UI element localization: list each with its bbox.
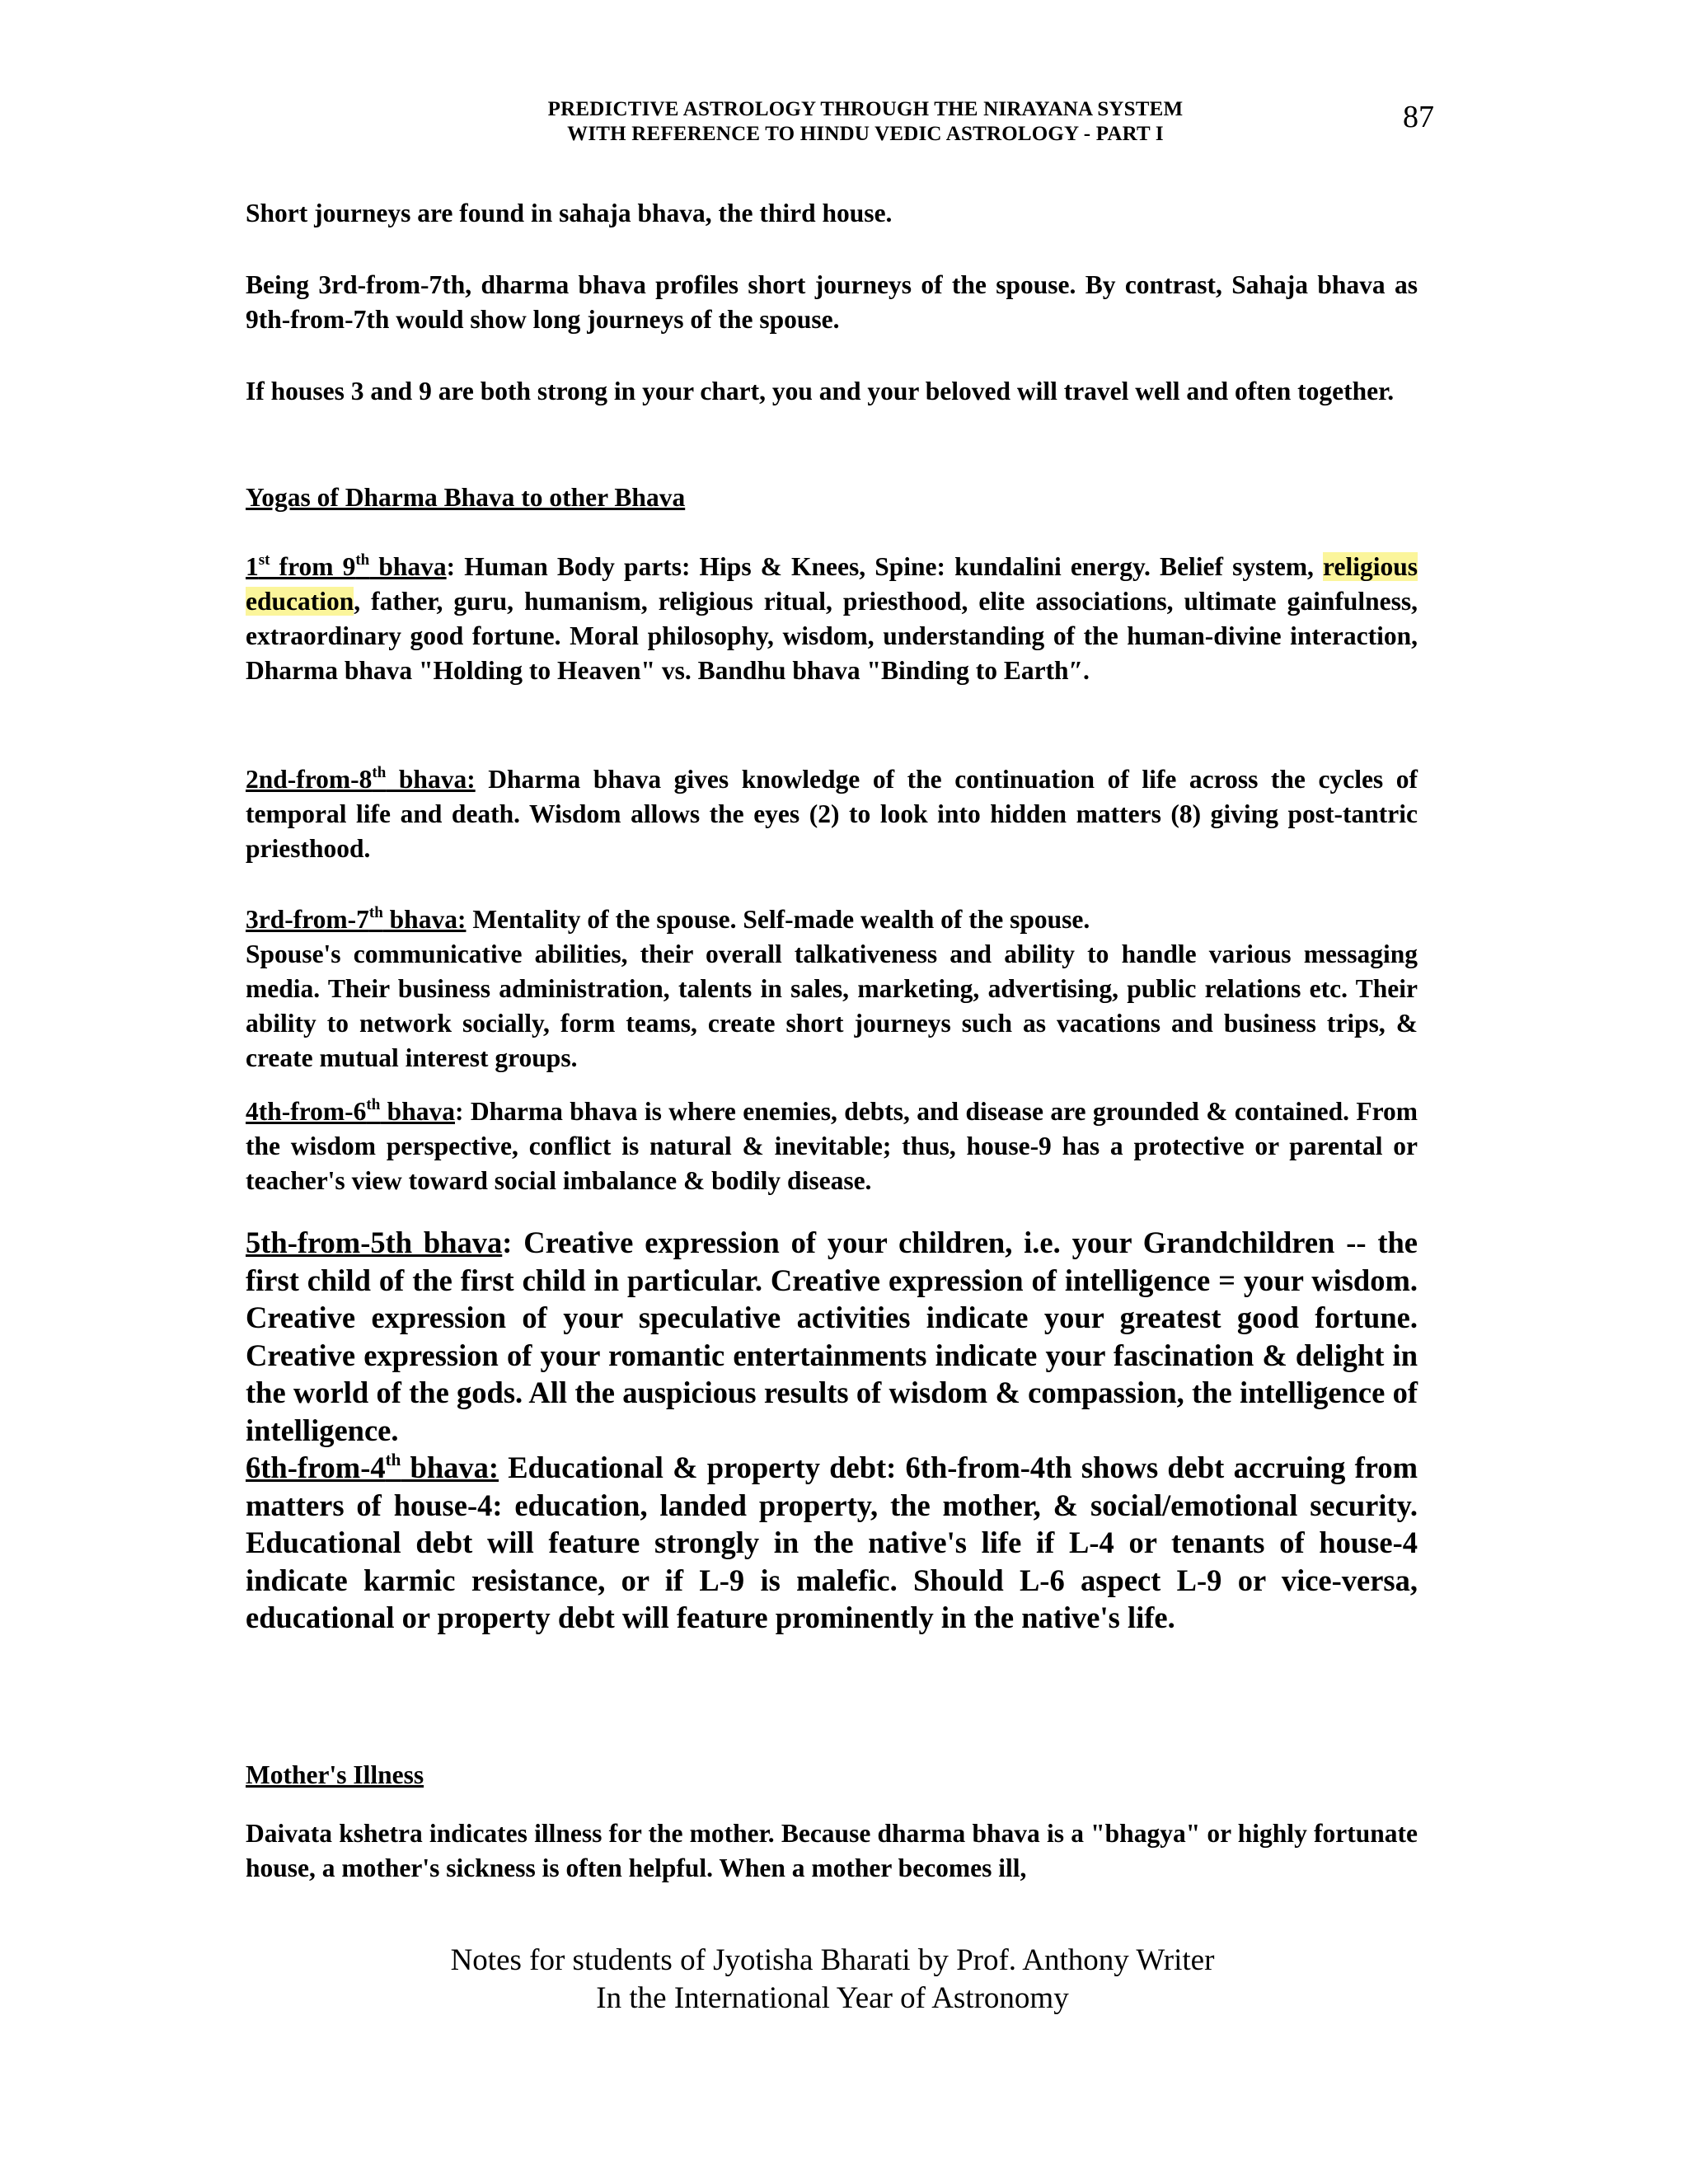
paragraph-mothers-illness: Daivata kshetra indicates illness for the mother. Because dharma bhava is a "bhagya" or highly fortunate house, a mother's sickness is often helpful. When a mother becomes ill, [246, 1819, 1418, 1882]
item-1-text-a: : Human Body parts: Hips & Knees, Spine: kundalini energy. Belief system, [446, 552, 1324, 581]
section-heading-yogas [246, 480, 1418, 515]
item-4th-from-6th [246, 1094, 1418, 1198]
item-2-sup: th [372, 764, 387, 781]
item-3rd-from-7th [246, 902, 1418, 1076]
header-line-1: PREDICTIVE ASTROLOGY THROUGH THE NIRAYANA SYSTEM [547, 98, 1184, 120]
running-header [330, 97, 1401, 147]
item-5-heading: 5th-from-5th bhava [246, 1226, 503, 1259]
item-2-tail: bhava: [386, 765, 476, 794]
paragraph-short-journeys: Short journeys are found in sahaja bhava, the third house. [246, 199, 893, 227]
item-1st-from-9th [246, 550, 1418, 688]
footer-line-2: In the International Year of Astronomy [596, 1981, 1069, 2015]
page-number: 87 [1403, 100, 1434, 134]
item-6-tail: bhava: [401, 1451, 499, 1484]
item-6-head: 6th-from-4 [246, 1451, 386, 1484]
item-4-text: : Dharma bhava is where enemies, debts, and disease are grounded & contained. From the wisdom perspective, conflict is natural & inevitable; thus, house-9 has a protective or parental or teacher's view toward social imbalance & bodily disease. [246, 1097, 1418, 1195]
footer-line-1: Notes for students of Jyotisha Bharati by Prof. Anthony Writer [450, 1943, 1215, 1977]
section-heading-mothers-illness [246, 1758, 1418, 1793]
item-5th-from-5th [246, 1224, 1418, 1449]
section-heading-mothers-illness-text: Mother's Illness [246, 1760, 424, 1789]
item-3-text: Mentality of the spouse. Self-made wealth of the spouse. [466, 905, 1090, 934]
item-3-head: 3rd-from-7 [246, 905, 369, 934]
item-6-text: Educational & property debt: 6th-from-4th shows debt accruing from matters of house-4: education, landed property, the mother, & social/emotional security. Educational debt will feature strongly in the native's life if L-4 or tenants of house-4 indicate karmic resistance, or if L-9 is malefic. Should L-6 aspect L-9 or vice-versa, educational or property debt will feature prominently in the native's life. [246, 1451, 1418, 1634]
item-4-sup: th [366, 1096, 381, 1113]
item-3-tail: bhava: [382, 905, 467, 934]
item-1-sup1: st [258, 551, 270, 569]
item-6-heading [246, 1451, 499, 1484]
item-1-num: 1 [246, 552, 259, 581]
item-2-heading [246, 765, 476, 794]
item-2nd-from-8th [246, 762, 1418, 866]
item-4-tail: bhava [380, 1097, 455, 1126]
paragraph-spouse-journeys: Being 3rd-from-7th, dharma bhava profiles short journeys of the spouse. By contrast, Sahaja bhava as 9th-from-7th would show long journeys of the spouse. [246, 270, 1418, 334]
item-1-heading [246, 552, 447, 581]
item-6th-from-4th [246, 1449, 1418, 1637]
header-line-2: WITH REFERENCE TO HINDU VEDIC ASTROLOGY - PART I [567, 123, 1164, 145]
item-6-sup: th [385, 1450, 401, 1469]
item-3-sup: th [368, 904, 383, 921]
section-heading-yogas-text: Yogas of Dharma Bhava to other Bhava [246, 483, 686, 512]
item-2-text: Dharma bhava gives knowledge of the continuation of life across the cycles of temporal life and death. Wisdom allows the eyes (2) to look into hidden matters (8) giving post-tantric priesthood. [246, 765, 1418, 863]
item-1-tail: bhava [369, 552, 447, 581]
item-3-heading [246, 905, 466, 934]
item-3-text-2: Spouse's communicative abilities, their overall talkativeness and ability to handle various messaging media. Their business administration, talents in sales, marketing, advertising, public relations etc. Their ability to network socially, form teams, create short journeys such as vacations and business trips, & create mutual interest groups. [246, 940, 1418, 1072]
highlighted-text: religious education [246, 552, 1418, 616]
item-1-sup2: th [355, 551, 370, 569]
item-2-head: 2nd-from-8 [246, 765, 373, 794]
item-4-heading [246, 1097, 455, 1126]
item-4-head: 4th-from-6 [246, 1097, 367, 1126]
item-1-text-b: , father, guru, humanism, religious ritual, priesthood, elite associations, ultimate gainfulness, extraordinary good fortune. Moral philosophy, wisdom, understanding of the human-divine interaction, Dharma bhava "Holding to Heaven" vs. Bandhu bhava "Binding to Earth″. [246, 587, 1418, 685]
paragraph-houses-3-9: If houses 3 and 9 are both strong in your chart, you and your beloved will travel well and often together. [246, 377, 1395, 405]
item-1-mid: from 9 [270, 552, 356, 581]
running-footer [247, 1942, 1418, 2018]
item-5-text: : Creative expression of your children, i.e. your Grandchildren -- the first child of the first child in particular. Creative expression of intelligence = your wisdom. Creative expression of your speculative activities indicate your greatest good fortune. Creative expression of your romantic entertainments indicate your fascination & delight in the world of the gods. All the auspicious results of wisdom & compassion, the intelligence of intelligence. [246, 1226, 1418, 1447]
